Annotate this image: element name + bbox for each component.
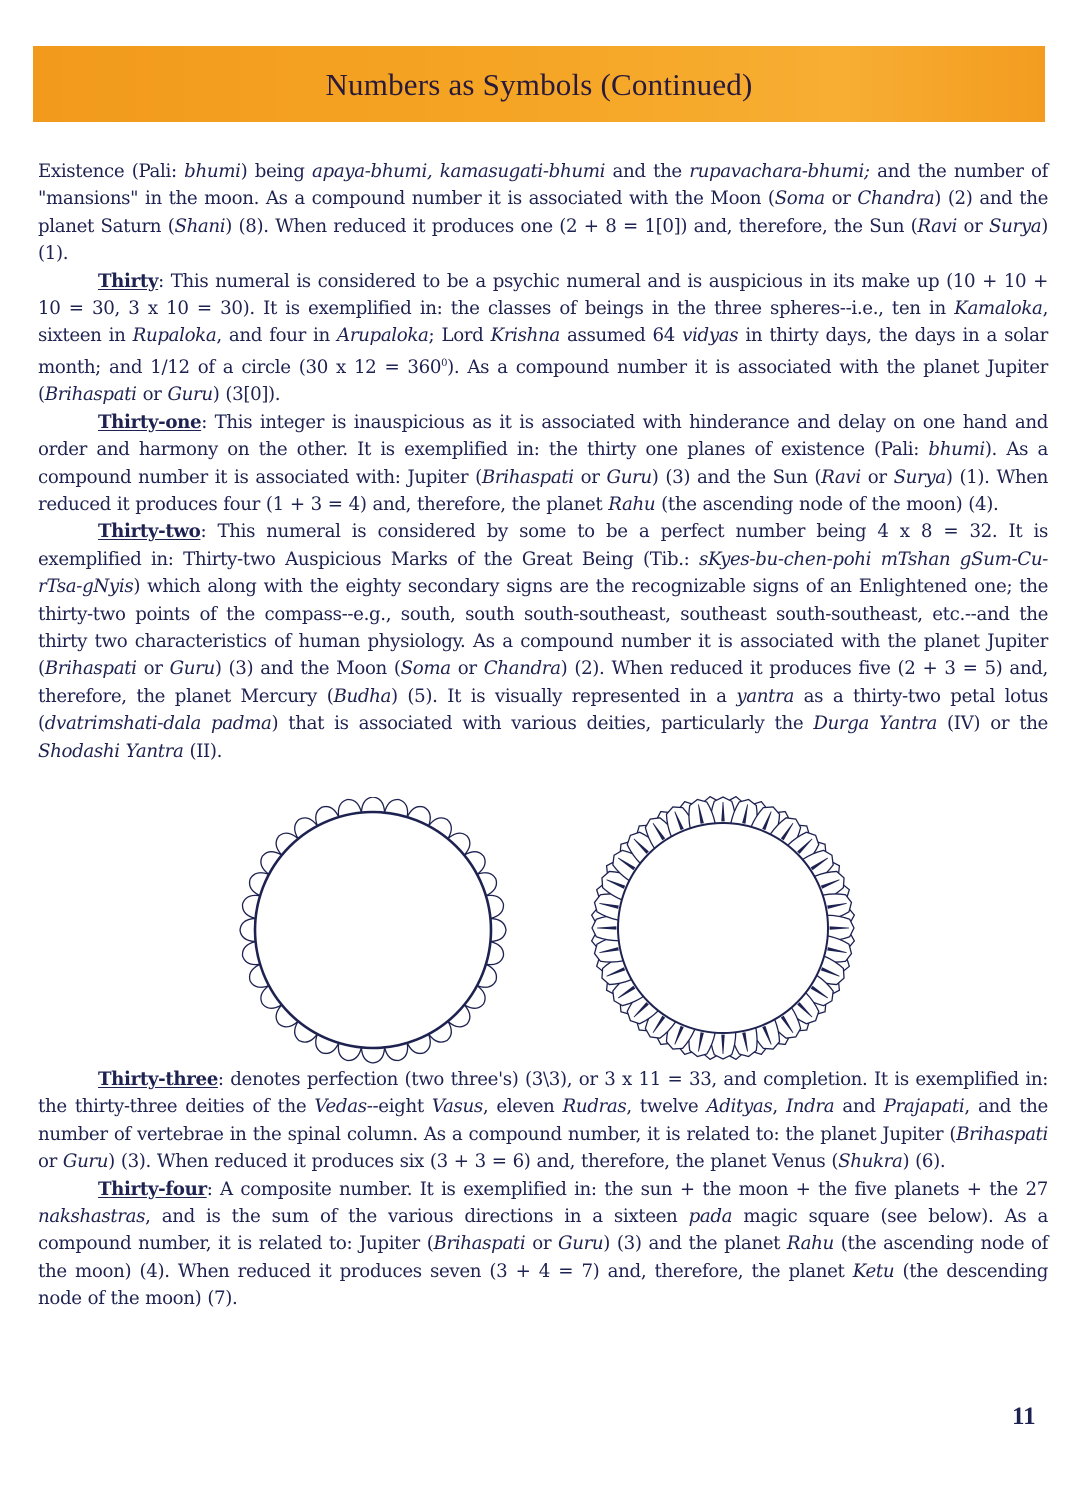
lotus-diagram-double <box>578 795 868 1067</box>
lotus-petal <box>477 964 496 987</box>
lotus-petal <box>407 807 430 826</box>
heading-thirty-four: Thirty-four <box>98 1178 207 1200</box>
lotus-petal <box>361 1047 384 1063</box>
paragraph-existence: Existence (Pali: bhumi) being apaya-bhumi, kamasugati-bhumi and the rupavachara-bhumi; and the number of "mansions" in the moon. As a compound number it is associated with the Moon (Soma or Chandra) (2) and the planet Saturn (Shani) (8). When reduced it produces one (2 + 8 = 1[0]) and, therefore, the Sun (Ravi or Surya) (1). <box>38 161 1049 265</box>
page-number: 11 <box>1012 1403 1036 1430</box>
paragraph-thirty-two: Thirty-two: This numeral is considered by some to be a perfect number being 4 x 8 = 32. It is exemplified in: Thirty-two Auspicious Marks of the Great Being (Tib.: sKyes-bu-chen-pohi mTshan gSum-Cu-rTsa-gNyis) which along with the eighty secondary signs are the recognizable signs of an Enlightened one; the thirty-two points of the compass--e.g., south, south south-southeast, southeast south-southeast, etc.--and the thirty two characteristics of human physiology. As a compound number it is associated with the planet Jupiter (Brihaspati or Guru) (3) and the Moon (Soma or Chandra) (2). When reduced it produces five (2 + 3 = 5) and, therefore, the planet Mercury (Budha) (5). It is visually represented in a yantra as a thirty-two petal lotus (dvatrimshati-dala padma) that is associated with various deities, particularly the Durga Yantra (IV) or the Shodashi Yantra (II). <box>38 521 1048 762</box>
text-block-lower <box>38 1066 1048 1313</box>
heading-thirty-two: Thirty-two <box>98 521 201 543</box>
paragraph-thirty: Thirty: This numeral is considered to be a psychic numeral and is auspicious in its make up (10 + 10 + 10 = 30, 3 x 10 = 30). It is exemplified in: the classes of beings in the three spheres--i.e., ten in Kamaloka, sixteen in Rupaloka, and four in Arupaloka; Lord Krishna assumed 64 vidyas in thirty days, the days in a solar month; and 1/12 of a circle (30 x $12 = 360^0$). As a compound number it is associated with the planet Jupiter (Brihaspati or Guru) (3[0]). <box>38 270 1049 406</box>
heading-thirty: Thirty <box>98 270 159 292</box>
lotus-petal <box>448 1005 470 1027</box>
paragraph-thirty-four: Thirty-four: A composite number. It is exemplified in: the sun + the moon + the five planets + the 27 nakshastras, and is the sum of the various directions in a sixteen pada magic square (see below). As a compound number, it is related to: Jupiter (Brihaspati or Guru) (3) and the planet Rahu (the ascending node of the moon) (4). When reduced it produces seven (3 + 4 = 7) and, therefore, the planet Ketu (the descending node of the moon) (7). <box>38 1178 1048 1310</box>
lotus-petal <box>240 918 256 941</box>
heading-thirty-one: Thirty-one <box>98 411 202 433</box>
lotus-petal <box>276 833 298 855</box>
lotus-petal <box>361 797 384 813</box>
text-block-upper <box>38 158 1048 765</box>
lotus-petal <box>490 918 506 941</box>
paragraph-thirty-three: Thirty-three: denotes perfection (two three's) (3\3), or 3 x 11 = 33, and completion. It is exemplified in: the thirty-three deities of the Vedas--eight Vasus, eleven Rudras, twelve Adityas, Indra and Prajapati, and the number of vertebrae in the spinal column. As a compound number, it is related to: the planet Jupiter (Brihaspati or Guru) (3). When reduced it produces six (3 + 3 = 6) and, therefore, the planet Venus (Shukra) (6). <box>38 1069 1048 1173</box>
lotus-petal <box>316 807 339 826</box>
heading-thirty-three: Thirty-three <box>98 1069 218 1090</box>
lotus-petal <box>407 1034 430 1053</box>
lotus-petal <box>276 1005 298 1027</box>
lotus-petal <box>477 873 496 896</box>
lotus-petal <box>448 833 470 855</box>
paragraph-thirty-one: Thirty-one: This integer is inauspicious as it is associated with hinderance and delay on one hand and order and harmony on the other. It is exemplified in: the thirty one planes of existence (Pali: bhumi). As a compound number it is associated with: Jupiter (Brihaspati or Guru) (3) and the Sun (Ravi or Surya) (1). When reduced it produces four (1 + 3 = 4) and, therefore, the planet Rahu (the ascending node of the moon) (4). <box>38 411 1048 515</box>
page-title: Numbers as Symbols (Continued) <box>325 67 753 102</box>
section-banner <box>33 46 1045 122</box>
lotus-petal <box>250 873 269 896</box>
lotus-petal <box>250 964 269 987</box>
lotus-diagram-simple <box>230 797 520 1067</box>
lotus-petal <box>316 1034 339 1053</box>
